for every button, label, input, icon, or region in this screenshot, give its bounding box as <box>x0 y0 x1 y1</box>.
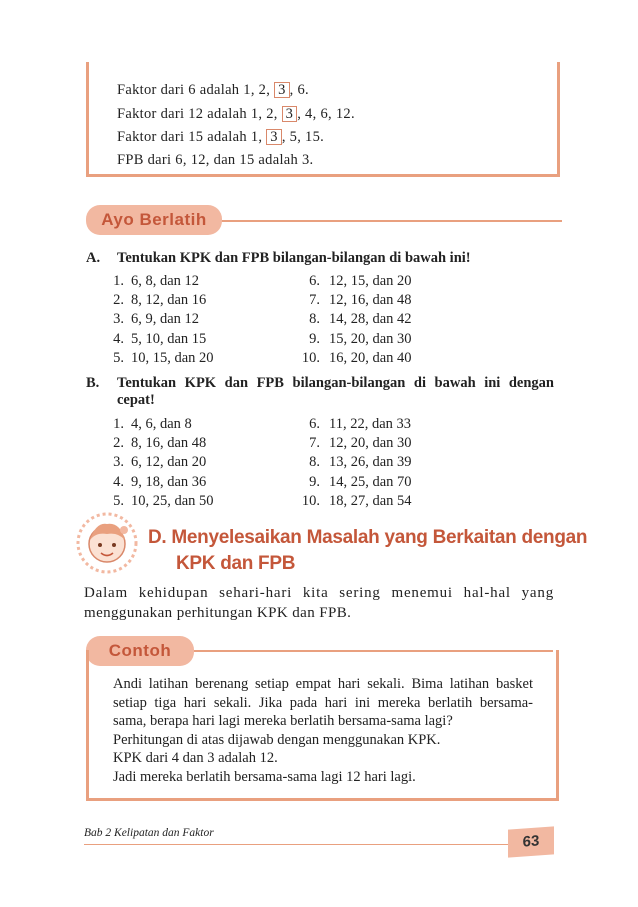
ayo-berlatih-label: Ayo Berlatih <box>86 205 222 235</box>
list-item-text: 8, 16, dan 48 <box>131 435 207 452</box>
footer-chapter: Bab 2 Kelipatan dan Faktor <box>84 827 214 839</box>
list-item-text: 6, 9, dan 12 <box>131 311 200 328</box>
list-item-text: 11, 22, dan 33 <box>329 416 412 432</box>
list-item-text: 18, 27, dan 54 <box>329 492 412 509</box>
section-a-heading: Tentukan KPK dan FPB bilangan-bilangan di bawah ini! <box>117 250 471 266</box>
list-item-text: 6, 12, dan 20 <box>131 454 207 471</box>
contoh-text-line: KPK dari 4 dan 3 adalah 12. <box>113 750 278 766</box>
list-item-number: 10. <box>301 349 320 366</box>
list-item-text: 8, 12, dan 16 <box>131 292 207 309</box>
list-item-text: 6, 8, dan 12 <box>131 273 200 289</box>
list-item-text: 14, 25, dan 70 <box>329 473 412 490</box>
list-item-number: 4. <box>113 473 124 490</box>
list-item-text: 4, 6, dan 8 <box>131 416 192 432</box>
list-item-number: 5. <box>113 349 124 366</box>
factor-line-6: Faktor dari 6 adalah 1, 2, 3 , 6. <box>117 82 309 98</box>
list-item-text: 10, 15, dan 20 <box>131 349 214 366</box>
list-item-text: 12, 16, dan 48 <box>329 292 412 309</box>
list-item-number: 10. <box>301 492 320 509</box>
list-item-number: 1. <box>113 273 124 289</box>
intro-paragraph-line-2: menggunakan perhitungan KPK dan FPB. <box>84 605 352 621</box>
section-a-list <box>88 273 548 373</box>
factor-line-15: Faktor dari 15 adalah 1, 3 , 5, 15. <box>117 129 325 145</box>
contoh-text-line: Jadi mereka berlatih bersama-sama lagi 12 hari lagi. <box>113 768 416 785</box>
section-b-letter: B. <box>86 375 100 391</box>
contoh-box <box>86 650 559 801</box>
contoh-text-line: setiap tiga hari sekali. Jika pada hari ini mereka berlatih bersama- <box>113 694 533 711</box>
contoh-text-line: Perhitungan di atas dijawab dengan menggunakan KPK. <box>113 731 441 748</box>
list-item-text: 13, 26, dan 39 <box>329 454 412 471</box>
footer-rule <box>84 844 512 845</box>
list-item-number: 4. <box>113 330 124 347</box>
contoh-text-line: Andi latihan berenang setiap empat hari sekali. Bima latihan basket <box>113 676 533 692</box>
page-number: 63 <box>508 826 554 857</box>
list-item-text: 14, 28, dan 42 <box>329 311 412 328</box>
list-item-number: 7. <box>309 435 320 452</box>
list-item-number: 3. <box>113 454 124 471</box>
list-item-number: 9. <box>309 473 320 490</box>
section-b-list <box>88 416 548 516</box>
contoh-text-line: sama, berapa hari lagi mereka berlatih bersama-sama lagi? <box>113 713 453 729</box>
highlight-box: 3 <box>266 129 282 145</box>
list-item-number: 7. <box>309 292 320 309</box>
section-d-title: D. Menyelesaikan Masalah yang Berkaitan dengan <box>148 527 588 548</box>
list-item-number: 2. <box>113 435 124 452</box>
list-item-number: 2. <box>113 292 124 309</box>
example-box-top <box>86 62 560 177</box>
list-item-number: 1. <box>113 416 124 432</box>
list-item-text: 12, 15, dan 20 <box>329 273 412 289</box>
section-divider <box>210 220 562 222</box>
list-item-number: 9. <box>309 330 320 347</box>
highlight-box: 3 <box>274 82 290 98</box>
list-item-text: 16, 20, dan 40 <box>329 349 412 366</box>
list-item-number: 8. <box>309 454 320 471</box>
list-item-number: 5. <box>113 492 124 509</box>
contoh-label: Contoh <box>86 636 194 666</box>
section-d-subtitle: KPK dan FPB <box>176 553 296 574</box>
list-item-text: 15, 20, dan 30 <box>329 330 412 347</box>
list-item-text: 9, 18, dan 36 <box>131 473 207 490</box>
highlight-box: 3 <box>282 106 298 122</box>
list-item-number: 8. <box>309 311 320 328</box>
list-item-text: 5, 10, dan 15 <box>131 330 207 347</box>
list-item-text: 10, 25, dan 50 <box>131 492 214 509</box>
factor-line-12: Faktor dari 12 adalah 1, 2, 3 , 4, 6, 12. <box>117 106 355 122</box>
list-item-number: 6. <box>309 416 320 432</box>
list-item-number: 6. <box>309 273 320 289</box>
fpb-result-line: FPB dari 6, 12, dan 15 adalah 3. <box>117 152 314 168</box>
list-item-text: 12, 20, dan 30 <box>329 435 412 452</box>
mascot-girl-icon <box>76 512 138 574</box>
section-b-heading: Tentukan KPK dan FPB bilangan-bilangan di bawah ini dengan cepat! <box>117 375 554 408</box>
intro-paragraph-line-1: Dalam kehidupan sehari-hari kita sering menemui hal-hal yang <box>84 585 554 601</box>
list-item-number: 3. <box>113 311 124 328</box>
section-a-letter: A. <box>86 250 101 266</box>
